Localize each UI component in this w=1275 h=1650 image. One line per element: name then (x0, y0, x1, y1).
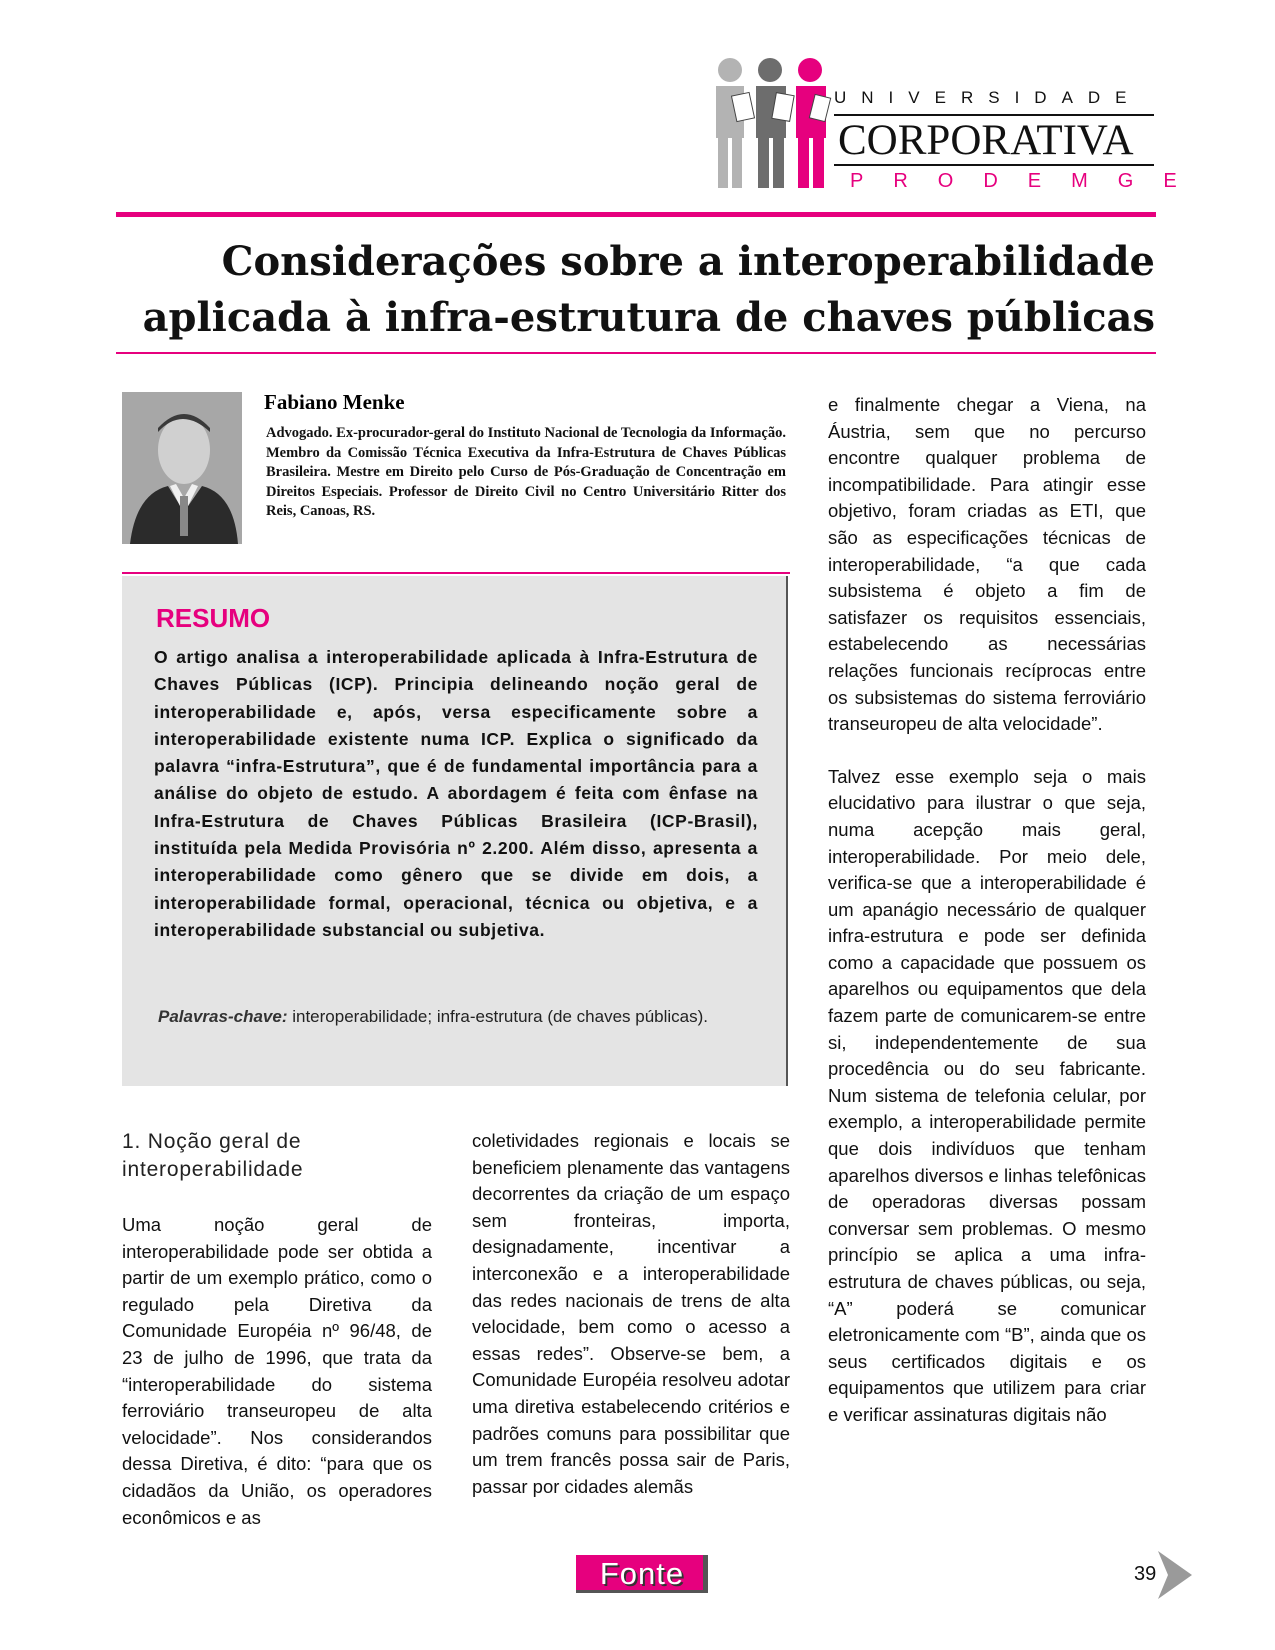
author-photo (122, 392, 242, 544)
author-name: Fabiano Menke (264, 390, 405, 414)
keywords-value: interoperabilidade; infra-estrutura (de chaves públicas). (292, 1007, 708, 1026)
paragraph: Talvez esse exemplo seja o mais elucidativo para ilustrar o que seja, numa acepção mais geral, interoperabilidade. Por meio dele, verifica-se que a interoperabilidade é um apanágio necessário de qualquer infra-estrutura e pode ser definida como a capacidade que possuem os aparelhos ou equipamentos que dela fazem parte de comunicarem-se entre si, independentemente de sua procedência ou do seu fabricante. Num sistema de telefonia celular, por exemplo, a interoperabilidade permite que dois indivíduos que tenham aparelhos diversos e linhas telefônicas de operadoras diversas possam conversar sem problemas. O mesmo princípio se aplica a uma infra-estrutura de chaves públicas, ou seja, “A” poderá se comunicar eletronicamente com “B”, ainda que os seus certificados digitais e os equipamentos que utilizem para criar e verificar assinaturas digitais não (828, 765, 1146, 1425)
logo-corporativa-text: CORPORATIVA (838, 117, 1134, 164)
keywords-label: Palavras-chave: (158, 1007, 288, 1026)
page-number: 39 (1134, 1563, 1157, 1585)
abstract-top-rule (122, 572, 790, 574)
title-line-2: aplicada à infra-estrutura de chaves públicas (142, 294, 1155, 341)
body-column-1: Uma noção geral de interoperabilidade pode ser obtida a partir de um exemplo prático, como o regulado pela Diretiva da Comunidade Européia nº 96/48, de 23 de julho de 1996, que trata da “interoperabilidade do sistema ferroviário transeuropeu de alta velocidade”. Nos considerandos dessa Diretiva, é dito: “para que os cidadãos da União, os operadores econômicos e as (122, 1214, 432, 1528)
title-top-rule (116, 212, 1156, 217)
page-arrow-icon (1158, 1551, 1192, 1599)
university-logo (712, 56, 1207, 206)
keywords (158, 1006, 758, 1028)
people-figures-icon (712, 56, 832, 196)
abstract-text: O artigo analisa a interoperabilidade aplicada à Infra-Estrutura de Chaves Públicas (ICP). Principia delineando noção geral de interoperabilidade e, após, versa especificamente sobre a interoperabilidade existente numa ICP. Explica o significado da palavra “infra-Estrutura”, que é de fundamental importância para a análise do objeto de estudo. A abordagem é feita com ênfase na Infra-Estrutura de Chaves Públicas Brasileira (ICP-Brasil), instituída pela Medida Provisória nº 2.200. Além disso, apresenta a interoperabilidade como gênero que se divide em dois, a interoperabilidade formal, operacional, técnica ou objetiva, e a interoperabilidade substancial ou subjetiva. (154, 647, 758, 940)
paragraph: e finalmente chegar a Viena, na Áustria, sem que no percurso encontre qualquer problema de incompatibilidade. Para atingir esse objetivo, foram criadas as ETI, que são as especificações técnicas de interoperabilidade, “a que cada subsistema é objeto a fim de satisfazer os requisitos essenciais, estabelecendo as necessárias relações funcionais recíprocas entre os subsistemas do sistema ferroviário transeuropeu de alta velocidade”. (828, 394, 1146, 735)
footer-badge-label: Fonte (599, 1556, 685, 1591)
body-column-2: coletividades regionais e locais se beneficiem plenamente das vantagens decorrentes da criação de um espaço sem fronteiras, importa, designadamente, incentivar a interconexão e a interoperabilidade das redes nacionais de trens de alta velocidade, bem como o acesso a essas redes”. Observe-se bem, a Comunidade Européia resolveu adotar uma diretiva estabelecendo critérios e padrões comuns para possibilitar que um trem francês possa sair de Paris, passar por cidades alemãs (472, 1130, 790, 1497)
logo-divider (834, 164, 1154, 166)
author-bio: Advogado. Ex-procurador-geral do Instituto Nacional de Tecnologia da Informação. Membro da Comissão Técnica Executiva da Infra-Estrutura de Chaves Públicas Brasileira. Mestre em Direito pelo Curso de Pós-Graduação de Concentração em Direitos Especiais. Professor de Direito Civil no Centro Universitário Ritter dos Reis, Canoas, RS. (266, 425, 786, 519)
title-bottom-rule (116, 352, 1156, 354)
logo-universidade-text: UNIVERSIDADE (834, 88, 1142, 107)
logo-prodemge-text: PRODEMGE (850, 170, 1207, 192)
body-column-3 (828, 392, 1146, 1455)
article-title (115, 234, 1155, 346)
section-heading: 1. Noção geral de interoperabilidade (122, 1130, 304, 1181)
abstract-heading: RESUMO (156, 603, 271, 633)
title-line-1: Considerações sobre a interoperabilidade (221, 238, 1155, 285)
